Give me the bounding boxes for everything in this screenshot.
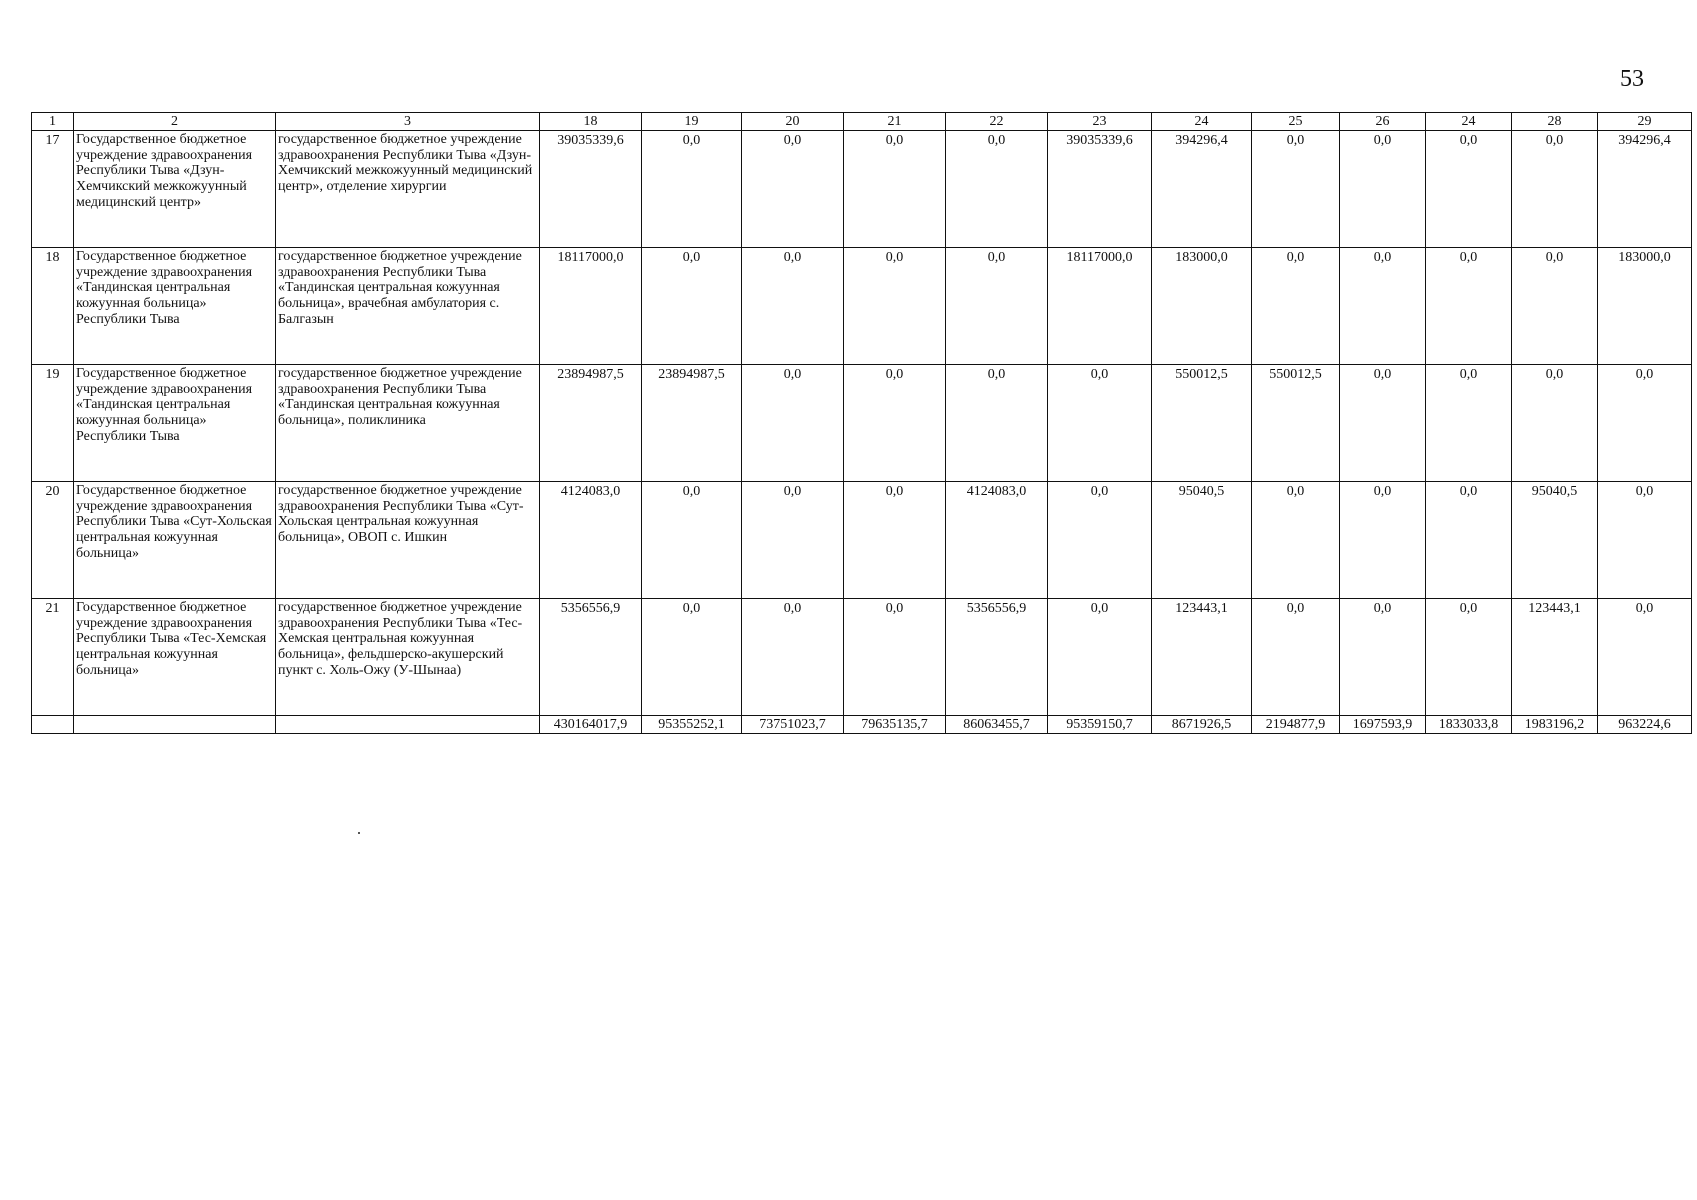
header-cell: 24	[1426, 113, 1512, 131]
total-cell: 1833033,8	[1426, 716, 1512, 734]
value-cell: 4124083,0	[540, 482, 642, 599]
value-cell: 0,0	[1252, 482, 1340, 599]
table-row	[32, 131, 1692, 248]
value-cell: 0,0	[1426, 599, 1512, 716]
total-cell: 1697593,9	[1340, 716, 1426, 734]
value-cell: 0,0	[1340, 599, 1426, 716]
value-cell: 0,0	[1340, 248, 1426, 365]
header-cell: 2	[74, 113, 276, 131]
value-cell: 0,0	[1598, 482, 1692, 599]
table-row	[32, 482, 1692, 599]
value-cell: 0,0	[1512, 365, 1598, 482]
value-cell: 0,0	[1252, 248, 1340, 365]
value-cell: 0,0	[1512, 248, 1598, 365]
header-cell: 25	[1252, 113, 1340, 131]
unit-name: государственное бюджетное учреждение здравоохранения Республики Тыва «Дзун-Хемчикский межкожуунный медицинский центр», отделение хирургии	[276, 131, 540, 248]
header-cell: 22	[946, 113, 1048, 131]
value-cell: 0,0	[844, 599, 946, 716]
value-cell: 394296,4	[1152, 131, 1252, 248]
header-cell: 23	[1048, 113, 1152, 131]
value-cell: 0,0	[642, 248, 742, 365]
value-cell: 0,0	[642, 131, 742, 248]
row-number: 20	[32, 482, 74, 599]
unit-name: государственное бюджетное учреждение здравоохранения Республики Тыва «Тес-Хемская центральная кожуунная больница», фельдшерско-акушерский пункт с. Холь-Ожу (У-Шынаа)	[276, 599, 540, 716]
value-cell: 0,0	[1426, 131, 1512, 248]
header-cell: 21	[844, 113, 946, 131]
value-cell: 5356556,9	[946, 599, 1048, 716]
header-cell: 19	[642, 113, 742, 131]
organization-name: Государственное бюджетное учреждение здравоохранения «Тандинская центральная кожуунная больница» Республики Тыва	[74, 365, 276, 482]
value-cell: 550012,5	[1252, 365, 1340, 482]
total-cell: 86063455,7	[946, 716, 1048, 734]
value-cell: 0,0	[742, 482, 844, 599]
header-cell: 3	[276, 113, 540, 131]
value-cell: 0,0	[844, 482, 946, 599]
page-number: 53	[1620, 66, 1644, 92]
header-cell: 18	[540, 113, 642, 131]
value-cell: 0,0	[742, 365, 844, 482]
value-cell: 0,0	[742, 599, 844, 716]
value-cell: 23894987,5	[642, 365, 742, 482]
empty-cell	[74, 716, 276, 734]
value-cell: 0,0	[1048, 482, 1152, 599]
value-cell: 18117000,0	[540, 248, 642, 365]
value-cell: 39035339,6	[540, 131, 642, 248]
value-cell: 4124083,0	[946, 482, 1048, 599]
row-number: 18	[32, 248, 74, 365]
value-cell: 18117000,0	[1048, 248, 1152, 365]
value-cell: 0,0	[844, 131, 946, 248]
total-cell: 963224,6	[1598, 716, 1692, 734]
unit-name: государственное бюджетное учреждение здравоохранения Республики Тыва «Тандинская центральная кожуунная больница», врачебная амбулатория с. Балгазын	[276, 248, 540, 365]
header-cell: 20	[742, 113, 844, 131]
header-cell: 26	[1340, 113, 1426, 131]
total-cell: 95355252,1	[642, 716, 742, 734]
total-cell: 73751023,7	[742, 716, 844, 734]
value-cell: 0,0	[642, 482, 742, 599]
value-cell: 0,0	[844, 248, 946, 365]
value-cell: 183000,0	[1598, 248, 1692, 365]
value-cell: 0,0	[1426, 248, 1512, 365]
value-cell: 0,0	[1340, 365, 1426, 482]
row-number: 19	[32, 365, 74, 482]
header-cell: 29	[1598, 113, 1692, 131]
organization-name: Государственное бюджетное учреждение здравоохранения Республики Тыва «Сут-Хольская центральная кожуунная больница»	[74, 482, 276, 599]
table-row	[32, 365, 1692, 482]
organization-name: Государственное бюджетное учреждение здравоохранения Республики Тыва «Тес-Хемская центральная кожуунная больница»	[74, 599, 276, 716]
value-cell: 123443,1	[1512, 599, 1598, 716]
table-row	[32, 599, 1692, 716]
value-cell: 0,0	[1252, 131, 1340, 248]
value-cell: 0,0	[742, 131, 844, 248]
value-cell: 0,0	[1048, 365, 1152, 482]
value-cell: 0,0	[1340, 131, 1426, 248]
financing-table	[31, 112, 1692, 734]
unit-name: государственное бюджетное учреждение здравоохранения Республики Тыва «Тандинская центральная кожуунная больница», поликлиника	[276, 365, 540, 482]
value-cell: 39035339,6	[1048, 131, 1152, 248]
value-cell: 0,0	[1252, 599, 1340, 716]
value-cell: 0,0	[946, 248, 1048, 365]
value-cell: 0,0	[946, 365, 1048, 482]
total-cell: 2194877,9	[1252, 716, 1340, 734]
value-cell: 0,0	[1048, 599, 1152, 716]
total-cell: 79635135,7	[844, 716, 946, 734]
row-number: 17	[32, 131, 74, 248]
organization-name: Государственное бюджетное учреждение здравоохранения «Тандинская центральная кожуунная больница» Республики Тыва	[74, 248, 276, 365]
total-cell: 1983196,2	[1512, 716, 1598, 734]
value-cell: 550012,5	[1152, 365, 1252, 482]
value-cell: 0,0	[1426, 482, 1512, 599]
total-cell: 95359150,7	[1048, 716, 1152, 734]
total-cell: 430164017,9	[540, 716, 642, 734]
value-cell: 183000,0	[1152, 248, 1252, 365]
row-number: 21	[32, 599, 74, 716]
value-cell: 0,0	[1426, 365, 1512, 482]
unit-name: государственное бюджетное учреждение здравоохранения Республики Тыва «Сут-Хольская центральная кожуунная больница», ОВОП с. Ишкин	[276, 482, 540, 599]
value-cell: 123443,1	[1152, 599, 1252, 716]
value-cell: 5356556,9	[540, 599, 642, 716]
value-cell: 95040,5	[1512, 482, 1598, 599]
scan-speck	[358, 832, 360, 834]
value-cell: 0,0	[1512, 131, 1598, 248]
value-cell: 0,0	[1598, 599, 1692, 716]
header-row	[32, 113, 1692, 131]
header-cell: 24	[1152, 113, 1252, 131]
value-cell: 394296,4	[1598, 131, 1692, 248]
value-cell: 0,0	[642, 599, 742, 716]
total-cell: 8671926,5	[1152, 716, 1252, 734]
value-cell: 0,0	[1598, 365, 1692, 482]
value-cell: 0,0	[742, 248, 844, 365]
value-cell: 0,0	[946, 131, 1048, 248]
value-cell: 23894987,5	[540, 365, 642, 482]
table-row	[32, 248, 1692, 365]
header-cell: 1	[32, 113, 74, 131]
totals-row	[32, 716, 1692, 734]
empty-cell	[32, 716, 74, 734]
empty-cell	[276, 716, 540, 734]
value-cell: 95040,5	[1152, 482, 1252, 599]
organization-name: Государственное бюджетное учреждение здравоохранения Республики Тыва «Дзун-Хемчикский межкожуунный медицинский центр»	[74, 131, 276, 248]
header-cell: 28	[1512, 113, 1598, 131]
value-cell: 0,0	[1340, 482, 1426, 599]
value-cell: 0,0	[844, 365, 946, 482]
